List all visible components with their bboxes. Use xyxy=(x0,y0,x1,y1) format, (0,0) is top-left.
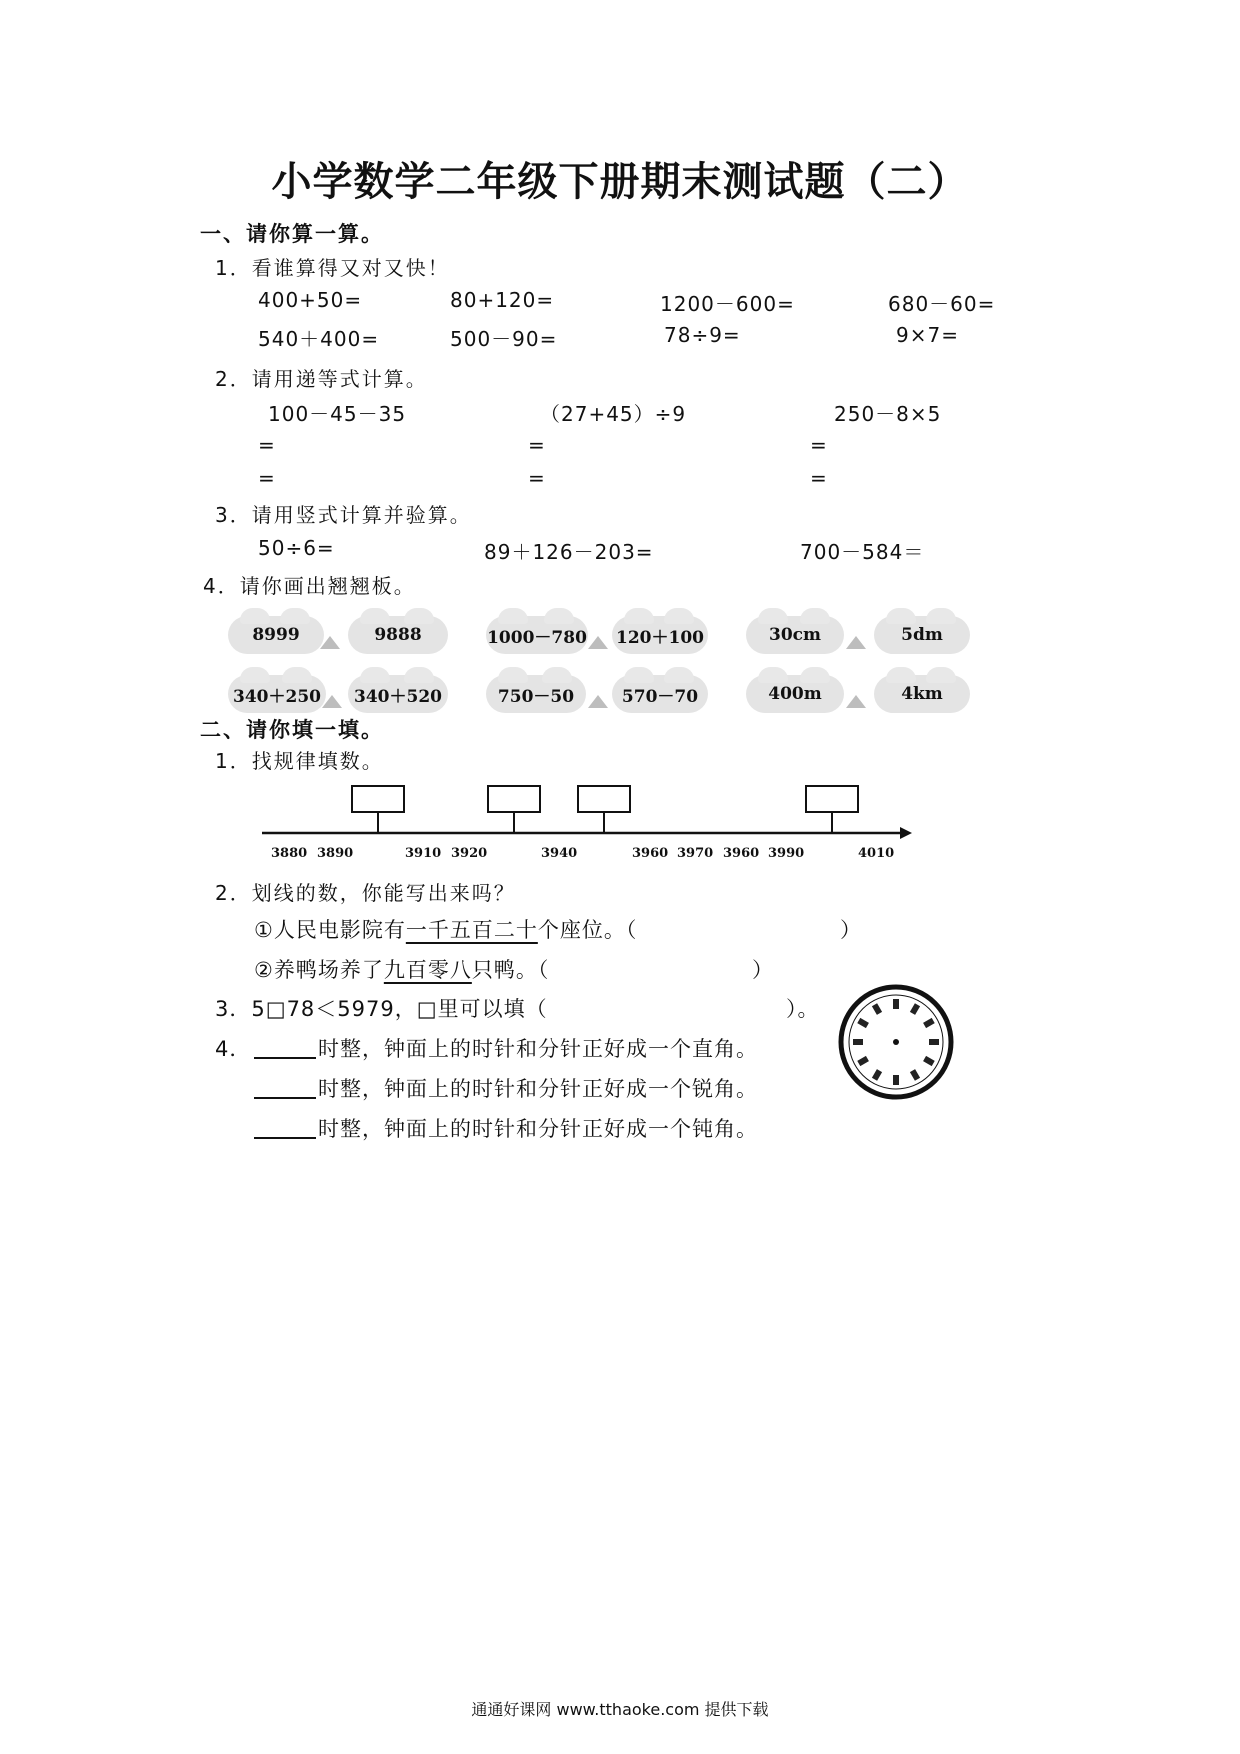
equals-sign: = xyxy=(810,466,828,490)
page-title: 小学数学二年级下册期末测试题（二） xyxy=(271,159,969,205)
seesaw-cloud: 750－50 xyxy=(486,675,586,713)
seesaw-cloud: 340＋250 xyxy=(228,675,326,713)
tick-label: 4010 xyxy=(858,846,895,861)
seesaw-cloud: 570－70 xyxy=(612,675,708,713)
answer-box[interactable] xyxy=(806,786,858,812)
seesaw-cloud: 8999 xyxy=(228,616,324,654)
seesaw-pivot-icon xyxy=(846,636,866,649)
tick-label: 3970 xyxy=(677,846,714,861)
equals-sign: = xyxy=(528,466,546,490)
q4-label: 4．请你画出翘翘板。 xyxy=(203,574,416,598)
equals-sign: = xyxy=(528,433,546,457)
calc-expr: 400+50= xyxy=(258,288,363,312)
equals-sign: = xyxy=(258,433,276,457)
calc-expr: 500－90= xyxy=(450,327,558,351)
answer-blank[interactable] xyxy=(254,1039,316,1059)
clock-line-3: 时整，钟面上的时针和分针正好成一个钝角。 xyxy=(254,1113,758,1143)
seesaw-pivot-icon xyxy=(320,636,340,649)
stepwise-expr: 100－45－35 xyxy=(268,402,407,426)
underline-line-2: ②养鸭场养了九百零八只鸭。（ xyxy=(254,958,550,982)
section2-heading: 二、请你填一填。 xyxy=(200,718,384,742)
answer-box[interactable] xyxy=(352,786,404,812)
seesaw-cloud: 120＋100 xyxy=(612,616,708,654)
q4-number: 4． xyxy=(215,1037,252,1061)
clock-hour-mark xyxy=(893,1075,899,1085)
seesaw-cloud: 5dm xyxy=(874,616,970,654)
footer-credit: 通通好课网 www.tthaoke.com 提供下载 xyxy=(471,1700,769,1719)
underline-line-1: ①人民电影院有一千五百二十个座位。（ xyxy=(254,918,638,942)
clock-hour-mark xyxy=(929,1039,939,1045)
arrow-icon xyxy=(900,827,912,839)
tick-label: 3940 xyxy=(541,846,578,861)
tick-label: 3990 xyxy=(768,846,805,861)
vertical-calc-expr: 89＋126－203= xyxy=(484,540,654,564)
seesaw-pivot-icon xyxy=(588,636,608,649)
clock-line-2: 时整，钟面上的时针和分针正好成一个锐角。 xyxy=(254,1073,758,1103)
calc-expr: 9×7= xyxy=(896,323,959,347)
tick-label: 3880 xyxy=(271,846,308,861)
equals-sign: = xyxy=(258,466,276,490)
calc-expr: 80+120= xyxy=(450,288,555,312)
clock-hour-mark xyxy=(853,1039,863,1045)
section1-heading: 一、请你算一算。 xyxy=(200,222,384,246)
answer-blank[interactable] xyxy=(254,1119,316,1139)
seesaw-cloud: 30cm xyxy=(746,616,844,654)
answer-box[interactable] xyxy=(488,786,540,812)
pattern-label: 1．找规律填数。 xyxy=(215,749,384,773)
vertical-calc-expr: 700－584＝ xyxy=(800,540,925,564)
clock-icon xyxy=(836,982,956,1102)
seesaw-pivot-icon xyxy=(322,695,342,708)
clock-hour-mark xyxy=(893,999,899,1009)
tick-label: 3910 xyxy=(405,846,442,861)
tick-label: 3960 xyxy=(723,846,760,861)
tick-label: 3920 xyxy=(451,846,488,861)
tick-label: 3890 xyxy=(317,846,354,861)
close-paren: ） xyxy=(840,918,862,942)
tick-label: 3960 xyxy=(632,846,669,861)
calc-expr: 78÷9= xyxy=(664,323,741,347)
equals-sign: = xyxy=(810,433,828,457)
seesaw-cloud: 340＋520 xyxy=(348,675,448,713)
seesaw-cloud: 1000－780 xyxy=(486,616,588,654)
seesaw-pivot-icon xyxy=(588,695,608,708)
digit-question: 3．5□78＜5979，□里可以填（ xyxy=(215,997,548,1021)
calc-expr: 680－60= xyxy=(888,292,996,316)
calc-expr: 540＋400= xyxy=(258,327,380,351)
seesaw-cloud: 4km xyxy=(874,675,970,713)
close-paren: ）。 xyxy=(786,997,820,1021)
stepwise-expr: 250－8×5 xyxy=(834,402,942,426)
answer-box[interactable] xyxy=(578,786,630,812)
vertical-calc-expr: 50÷6= xyxy=(258,536,335,560)
underline-question-label: 2．划线的数，你能写出来吗？ xyxy=(215,881,516,905)
seesaw-cloud: 9888 xyxy=(348,616,448,654)
close-paren: ） xyxy=(752,958,774,982)
answer-blank[interactable] xyxy=(254,1079,316,1099)
seesaw-pivot-icon xyxy=(846,695,866,708)
q2-label: 2．请用递等式计算。 xyxy=(215,367,428,391)
calc-expr: 1200－600= xyxy=(660,292,795,316)
clock-line-1: 时整，钟面上的时针和分针正好成一个直角。 xyxy=(254,1033,758,1063)
seesaw-cloud: 400m xyxy=(746,675,844,713)
number-line xyxy=(0,770,1240,850)
q3-label: 3．请用竖式计算并验算。 xyxy=(215,503,472,527)
q1-label: 1．看谁算得又对又快！ xyxy=(215,256,450,280)
stepwise-expr: （27+45）÷9 xyxy=(540,402,687,426)
